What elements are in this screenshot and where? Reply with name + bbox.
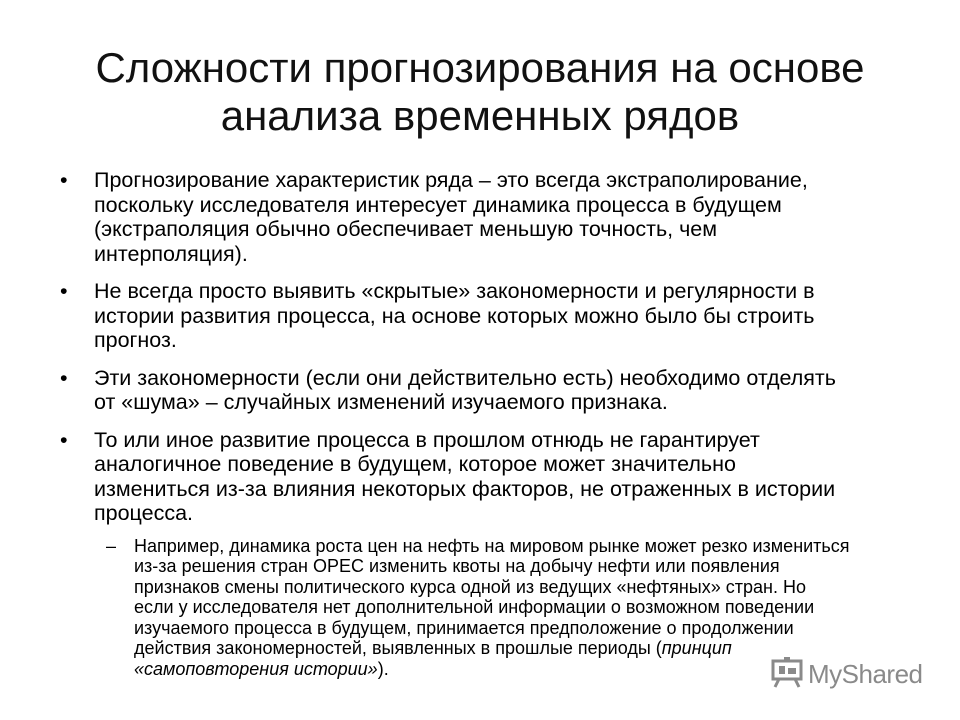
watermark-text: MyShared [808, 659, 923, 689]
bullet-marker: • [60, 168, 68, 192]
sub-bullet-list [94, 536, 850, 680]
bullet-text: Прогнозирование характеристик ряда – это всегда экстраполирование, поскольку исследователя интересует динамика процесса в будущем (экстраполяция обычно обеспечивает меньшую точность, чем интерполяция). [94, 168, 808, 266]
bullet-marker: • [60, 427, 68, 452]
presentation-board-icon [770, 656, 804, 693]
bullet-item [60, 366, 850, 415]
bullet-item [60, 428, 850, 680]
bullet-item [60, 168, 850, 266]
dash-marker: – [106, 535, 117, 556]
bullet-list [60, 168, 850, 692]
bullet-marker: • [60, 279, 68, 303]
bullet-item [60, 279, 850, 353]
sub-bullet-text: Например, динамика роста цен на нефть на мировом рынке может резко измениться из-за решения стран OPEC изменить квоты на добычу нефти или появления признаков смены политического курса одной из ведущих «нефтяных» стран. Но если у исследователя нет дополнительной информации о возможном поведении изучаемого процесса в будущем, принимается предположение о продолжении действия закономерностей, выявленных в прошлые периоды ( [134, 535, 850, 658]
slide-title: Сложности прогнозирования на основе анализа временных рядов [95, 44, 865, 139]
bullet-text: Не всегда просто выявить «скрытые» закономерности и регулярности в истории развития процесса, на основе которых можно было бы строить прогноз. [94, 279, 815, 352]
sub-bullet-tail: ). [377, 658, 389, 679]
sub-bullet-item [94, 536, 850, 680]
watermark-logo [770, 656, 923, 693]
sub-bullet-italic: принцип «самоповторения истории» [134, 638, 732, 679]
bullet-marker: • [60, 365, 68, 390]
bullet-text: Эти закономерности (если они действительно есть) необходимо отделять от «шума» – случайных изменений изучаемого признака. [94, 365, 836, 414]
bullet-text: То или иное развитие процесса в прошлом отнюдь не гарантирует аналогичное поведение в будущем, которое может значительно измениться из-за влияния некоторых факторов, не отраженных в истории процесса. [94, 427, 836, 525]
